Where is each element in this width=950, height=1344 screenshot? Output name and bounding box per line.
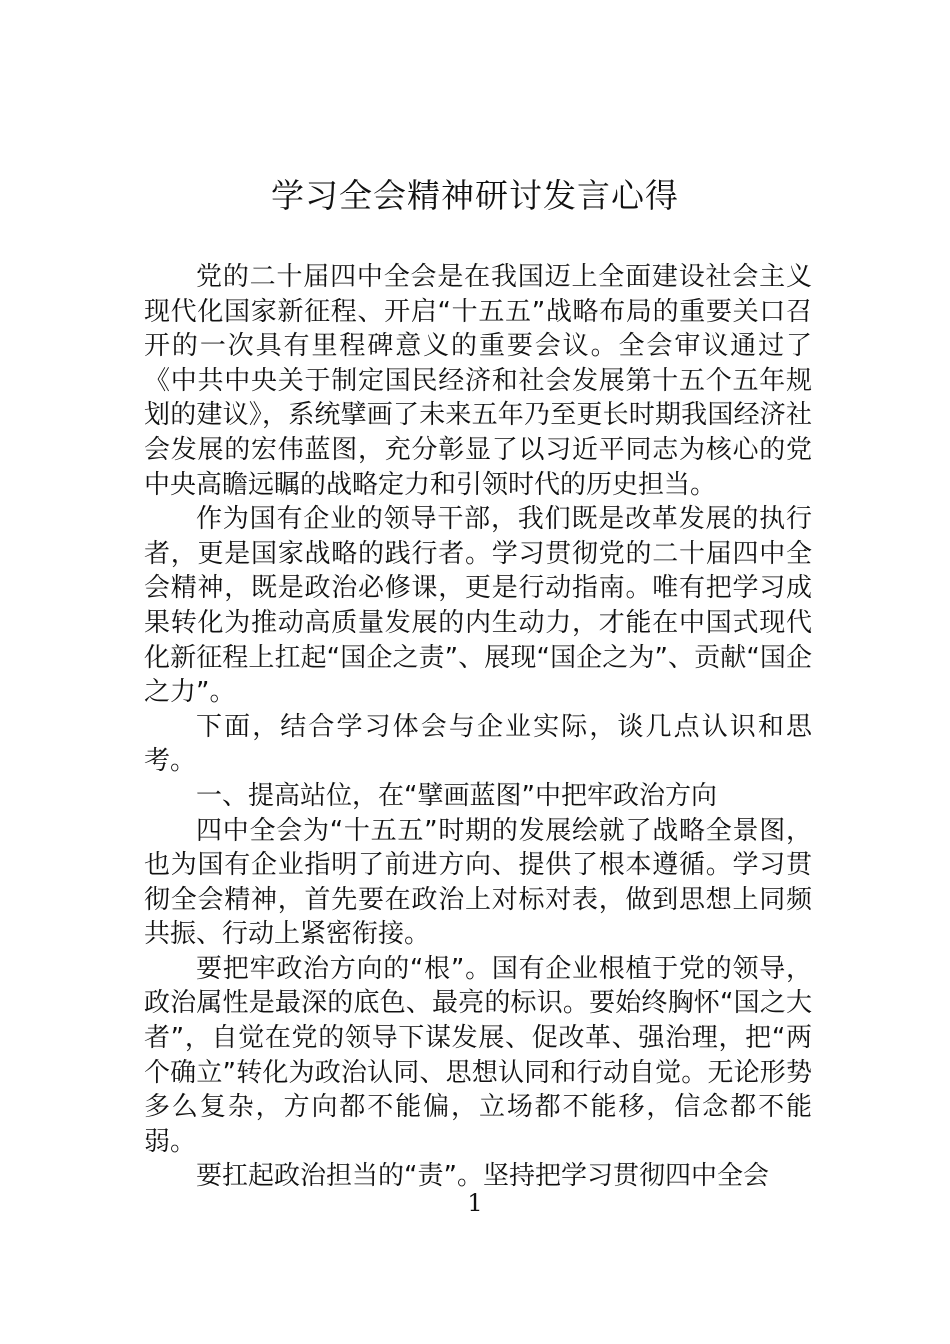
document-title: 学习全会精神研讨发言心得: [271, 176, 679, 215]
page-number: 1: [467, 1189, 483, 1217]
paragraph-political-responsibility: 要扛起政治担当的“责”。坚持把学习贯彻四中全会: [196, 1161, 769, 1192]
paragraph-section-1-intro: 四中全会为“十五五”时期的发展绘就了战略全景图，也为国有企业指明了前进方向、提供了根本遵循。学习贯彻全会精神，首先要在政治上对标对表，做到思想上同频共振、行动上紧密衔接。: [144, 815, 812, 950]
section-heading-1: 一、提高站位，在“擘画蓝图”中把牢政治方向: [196, 780, 717, 811]
paragraph-role: 作为国有企业的领导干部，我们既是改革发展的执行者，更是国家战略的践行者。学习贯彻党的二十届四中全会精神，既是政治必修课，更是行动指南。唯有把学习成果转化为推动高质量发展的内生动力，才能在中国式现代化新征程上扛起“国企之责”、展现“国企之为”、贡献“国企之力”。: [144, 504, 812, 708]
paragraph-political-direction: 要把牢政治方向的“根”。国有企业根植于党的领导，政治属性是最深的底色、最亮的标识。要始终胸怀“国之大者”，自觉在党的领导下谋发展、促改革、强治理，把“两个确立”转化为政治认同、思想认同和行动自觉。无论形势多么复杂，方向都不能偏，立场都不能移，信念都不能弱。: [144, 953, 812, 1157]
document-body: [144, 260, 812, 1194]
paragraph-transition: 下面，结合学习体会与企业实际，谈几点认识和思考。: [144, 711, 812, 777]
paragraph-intro: 党的二十届四中全会是在我国迈上全面建设社会主义现代化国家新征程、开启“十五五”战略布局的重要关口召开的一次具有里程碑意义的重要会议。全会审议通过了《中共中央关于制定国民经济和社会发展第十五个五年规划的建议》，系统擘画了未来五年乃至更长时期我国经济社会发展的宏伟蓝图，充分彰显了以习近平同志为核心的党中央高瞻远瞩的战略定力和引领时代的历史担当。: [144, 262, 812, 500]
